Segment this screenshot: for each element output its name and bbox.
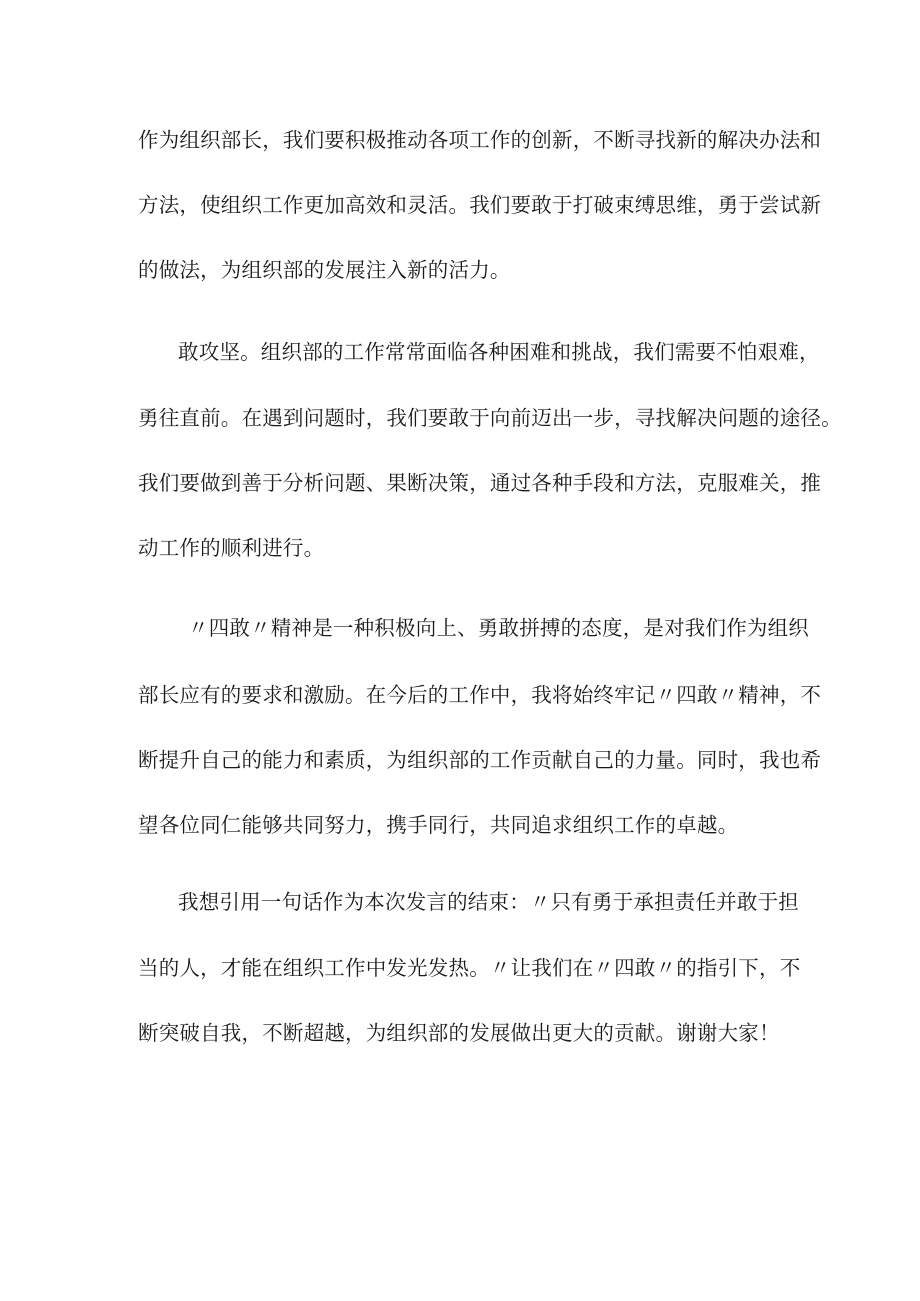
paragraph-2-line-4: 动工作的顺利进行。 xyxy=(138,536,325,560)
paragraph-2-line-3: 我们要做到善于分析问题、果断决策，通过各种手段和方法，克服难关，推 xyxy=(138,471,822,495)
paragraph-1-line-2: 方法，使组织工作更加高效和灵活。我们要敢于打破束缚思维，勇于尝试新 xyxy=(138,193,822,217)
paragraph-3-line-2: 部长应有的要求和激励。在今后的工作中，我将始终牢记〃四敢〃精神，不 xyxy=(138,683,822,707)
paragraph-2-line-1: 敢攻坚。组织部的工作常常面临各种困难和挑战，我们需要不怕艰难， xyxy=(178,340,820,364)
paragraph-2-line-2: 勇往直前。在遇到问题时，我们要敢于向前迈出一步，寻找解决问题的途径。 xyxy=(138,406,842,430)
paragraph-4-line-2: 当的人，才能在组织工作中发光发热。〃让我们在〃四敢〃的指引下，不 xyxy=(138,956,801,980)
paragraph-4-line-3: 断突破自我，不断超越，为组织部的发展做出更大的贡献。谢谢大家！ xyxy=(138,1021,780,1045)
paragraph-1-line-3: 的做法，为组织部的发展注入新的活力。 xyxy=(138,258,511,282)
paragraph-4-line-1: 我想引用一句话作为本次发言的结束：〃只有勇于承担责任并敢于担 xyxy=(178,890,799,914)
paragraph-3-line-4: 望各位同仁能够共同努力，携手同行，共同追求组织工作的卓越。 xyxy=(138,813,739,837)
paragraph-3-line-1: 〃四敢〃精神是一种积极向上、勇敢拼搏的态度，是对我们作为组织 xyxy=(188,616,809,640)
paragraph-1-line-1: 作为组织部长，我们要积极推动各项工作的创新，不断寻找新的解决办法和 xyxy=(138,128,822,152)
paragraph-3-line-3: 断提升自己的能力和素质，为组织部的工作贡献自己的力量。同时，我也希 xyxy=(138,748,822,772)
